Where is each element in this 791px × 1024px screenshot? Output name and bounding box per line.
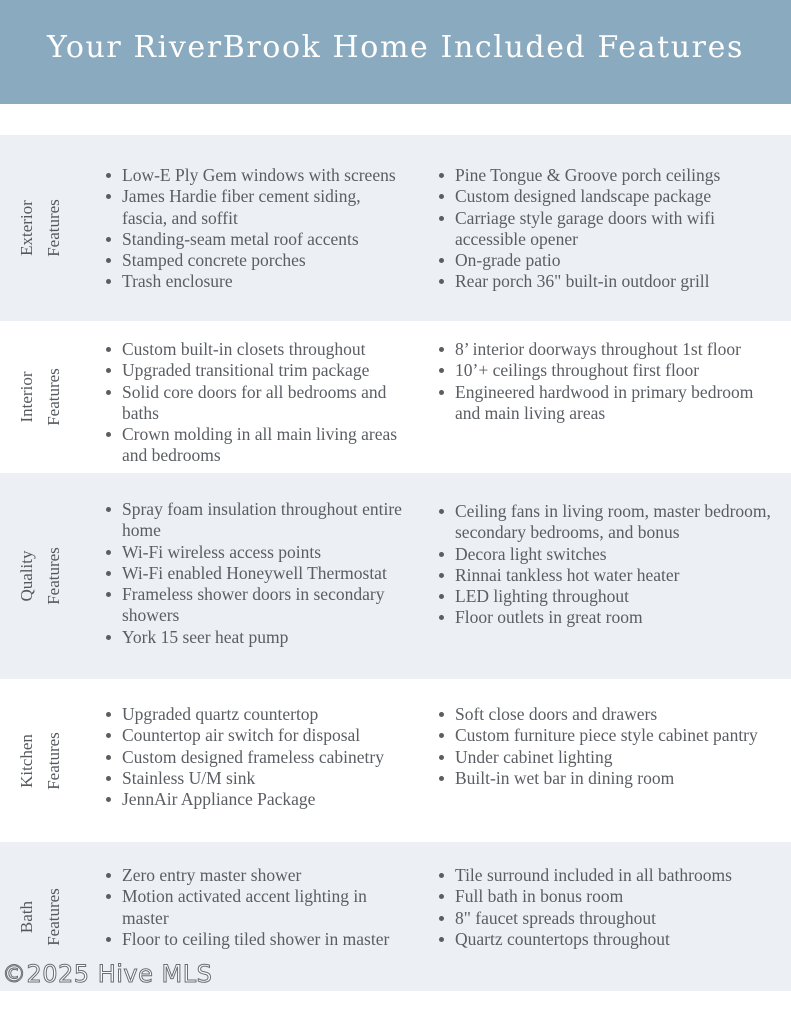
section-quality bbox=[0, 473, 791, 679]
section-label-line1: Quality bbox=[17, 550, 36, 602]
feature-list-left bbox=[104, 865, 404, 950]
feature-list-right bbox=[437, 865, 782, 950]
section-label-line2: Features bbox=[44, 731, 63, 790]
list-item: Custom designed frameless cabinetry bbox=[104, 747, 404, 768]
list-item: Spray foam insulation throughout entire home bbox=[104, 499, 404, 542]
section-label bbox=[0, 321, 80, 473]
section-label-line2: Features bbox=[44, 368, 63, 426]
list-item: 10’+ ceilings throughout first floor bbox=[437, 360, 782, 381]
list-item: Custom designed landscape package bbox=[437, 186, 782, 207]
list-item: Standing-seam metal roof accents bbox=[104, 229, 404, 250]
section-exterior bbox=[0, 135, 791, 321]
list-item: Custom built-in closets throughout bbox=[104, 339, 404, 360]
list-item: York 15 seer heat pump bbox=[104, 627, 404, 648]
list-item: Under cabinet lighting bbox=[437, 747, 782, 768]
list-item: Stamped concrete porches bbox=[104, 250, 404, 271]
feature-list-left bbox=[104, 165, 404, 293]
list-item: Stainless U/M sink bbox=[104, 768, 404, 789]
section-label-line1: Interior bbox=[17, 371, 36, 423]
feature-list-right bbox=[437, 165, 782, 293]
page-header bbox=[0, 0, 791, 104]
list-item: On-grade patio bbox=[437, 250, 782, 271]
list-item: 8" faucet spreads throughout bbox=[437, 908, 782, 929]
list-item: Trash enclosure bbox=[104, 271, 404, 292]
section-label-line1: Exterior bbox=[17, 200, 36, 256]
list-item: Low-E Ply Gem windows with screens bbox=[104, 165, 404, 186]
list-item: James Hardie fiber cement siding, fascia, and soffit bbox=[104, 186, 404, 229]
feature-list-right bbox=[437, 339, 782, 424]
list-item: Rear porch 36" built-in outdoor grill bbox=[437, 271, 782, 292]
section-label bbox=[0, 135, 80, 321]
list-item: Decora light switches bbox=[437, 544, 782, 565]
list-item: Rinnai tankless hot water heater bbox=[437, 565, 782, 586]
section-label bbox=[0, 679, 80, 842]
feature-list-right bbox=[437, 704, 782, 789]
feature-list-left bbox=[104, 499, 404, 648]
list-item: Floor to ceiling tiled shower in master bbox=[104, 929, 404, 950]
list-item: LED lighting throughout bbox=[437, 586, 782, 607]
list-item: Pine Tongue & Groove porch ceilings bbox=[437, 165, 782, 186]
list-item: Wi-Fi wireless access points bbox=[104, 542, 404, 563]
copyright-watermark: ©2025 Hive MLS bbox=[2, 960, 213, 988]
section-label bbox=[0, 473, 80, 679]
feature-list-right bbox=[437, 501, 782, 629]
list-item: Frameless shower doors in secondary showers bbox=[104, 584, 404, 627]
list-item: Countertop air switch for disposal bbox=[104, 725, 404, 746]
page-title: Your RiverBrook Home Included Features bbox=[47, 30, 744, 65]
list-item: 8’ interior doorways throughout 1st floor bbox=[437, 339, 782, 360]
list-item: Floor outlets in great room bbox=[437, 607, 782, 628]
feature-list-left bbox=[104, 704, 404, 810]
list-item: Tile surround included in all bathrooms bbox=[437, 865, 782, 886]
section-label-line2: Features bbox=[44, 547, 63, 605]
list-item: Wi-Fi enabled Honeywell Thermostat bbox=[104, 563, 404, 584]
feature-list-left bbox=[104, 339, 404, 467]
section-kitchen bbox=[0, 679, 791, 842]
section-label-line2: Features bbox=[44, 199, 63, 257]
list-item: Ceiling fans in living room, master bedroom, secondary bedrooms, and bonus bbox=[437, 501, 782, 544]
list-item: Zero entry master shower bbox=[104, 865, 404, 886]
list-item: JennAir Appliance Package bbox=[104, 789, 404, 810]
list-item: Solid core doors for all bedrooms and baths bbox=[104, 382, 404, 425]
list-item: Built-in wet bar in dining room bbox=[437, 768, 782, 789]
list-item: Custom furniture piece style cabinet pantry bbox=[437, 725, 782, 746]
section-label-line2: Features bbox=[44, 887, 63, 946]
list-item: Quartz countertops throughout bbox=[437, 929, 782, 950]
list-item: Crown molding in all main living areas and bedrooms bbox=[104, 424, 404, 467]
section-label-line1: Bath bbox=[17, 900, 36, 933]
section-label-line1: Kitchen bbox=[17, 733, 36, 788]
list-item: Upgraded transitional trim package bbox=[104, 360, 404, 381]
list-item: Motion activated accent lighting in master bbox=[104, 886, 404, 929]
list-item: Carriage style garage doors with wifi accessible opener bbox=[437, 208, 782, 251]
list-item: Full bath in bonus room bbox=[437, 886, 782, 907]
section-interior bbox=[0, 321, 791, 473]
list-item: Soft close doors and drawers bbox=[437, 704, 782, 725]
list-item: Engineered hardwood in primary bedroom and main living areas bbox=[437, 382, 782, 425]
list-item: Upgraded quartz countertop bbox=[104, 704, 404, 725]
